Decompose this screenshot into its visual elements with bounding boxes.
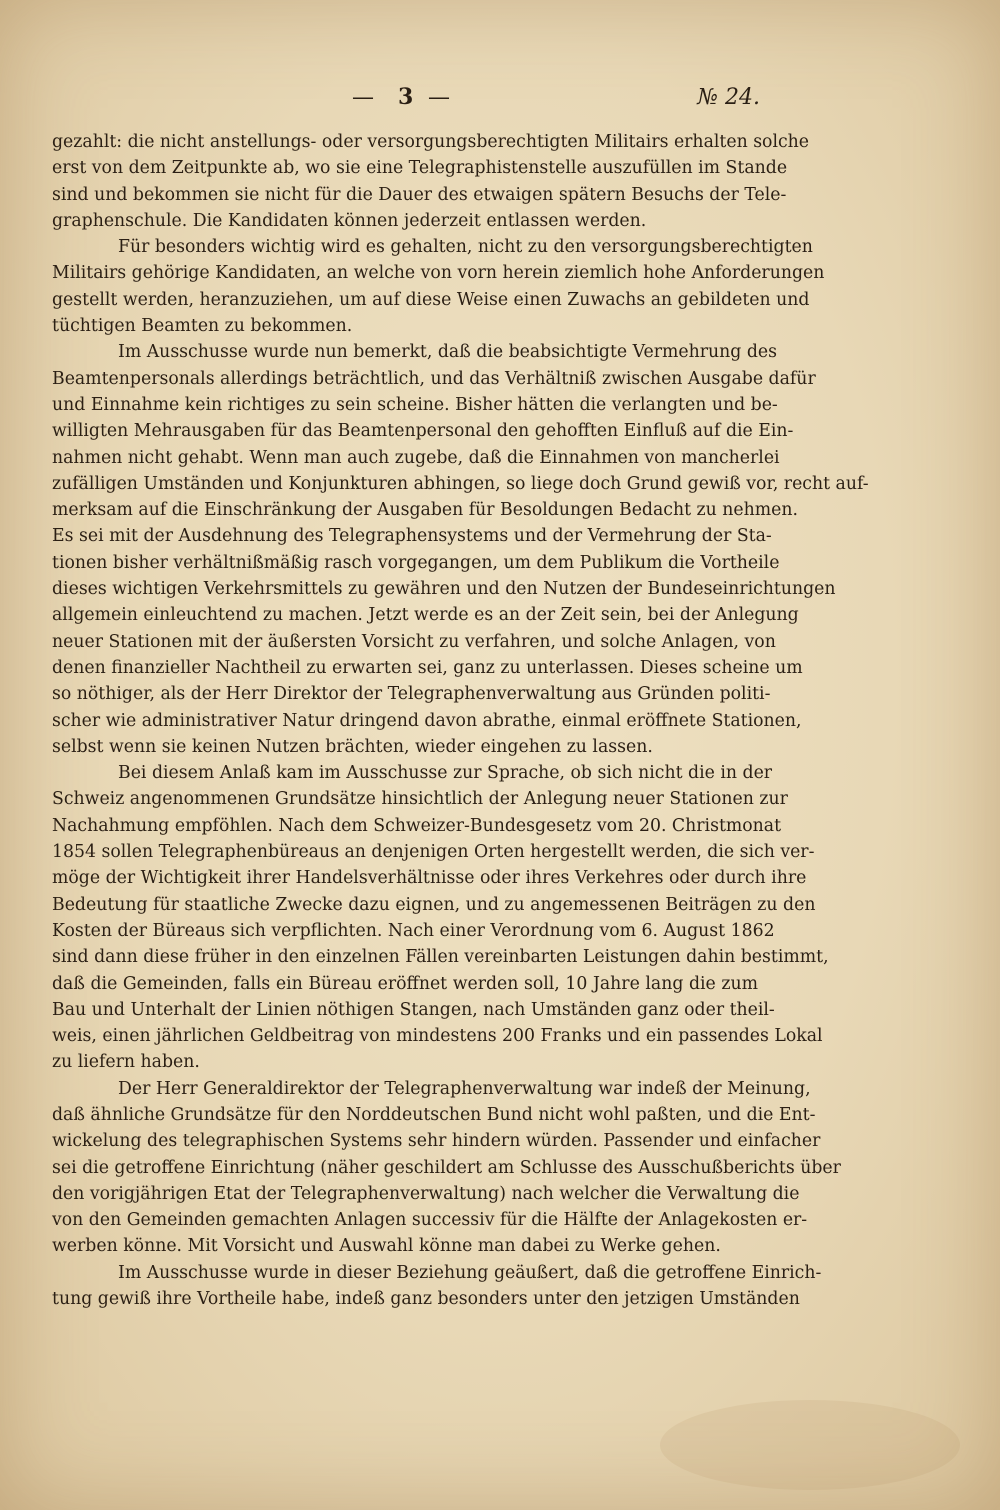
text-line: Beamtenpersonals allerdings beträchtlich, und das Verhältniß zwischen Ausgabe dafür — [52, 368, 816, 389]
text-line: Militairs gehörige Kandidaten, an welche von vorn herein ziemlich hohe Anforderungen — [52, 263, 825, 284]
text-line: Für besonders wichtig wird es gehalten, nicht zu den versorgungsberechtigten — [118, 237, 813, 258]
text-line: wickelung des telegraphischen Systems sehr hindern würden. Passender und einfacher — [52, 1131, 821, 1152]
text-line: willigten Mehrausgaben für das Beamtenpersonal den gehofften Einfluß auf die Ein- — [52, 421, 794, 442]
text-line: Im Ausschusse wurde in dieser Beziehung geäußert, daß die getroffene Einrich- — [118, 1262, 822, 1283]
text-line: Der Herr Generaldirektor der Telegraphenverwaltung war indeß der Meinung, — [118, 1078, 811, 1099]
text-line: neuer Stationen mit der äußersten Vorsicht zu verfahren, und solche Anlagen, von — [52, 631, 776, 652]
text-line: allgemein einleuchtend zu machen. Jetzt werde es an der Zeit sein, bei der Anlegung — [52, 605, 799, 626]
text-line: Bau und Unterhalt der Linien nöthigen Stangen, nach Umständen ganz oder theil- — [52, 999, 775, 1020]
text-line: Es sei mit der Ausdehnung des Telegraphensystems und der Vermehrung der Sta- — [52, 526, 772, 547]
text-line: 1854 sollen Telegraphenbüreaus an denjenigen Orten hergestellt werden, die sich ver- — [52, 842, 815, 863]
text-line: graphenschule. Die Kandidaten können jederzeit entlassen werden. — [52, 210, 647, 231]
text-line: daß die Gemeinden, falls ein Büreau eröffnet werden soll, 10 Jahre lang die zum — [52, 973, 758, 994]
text-line: den vorigjährigen Etat der Telegraphenverwaltung) nach welcher die Verwaltung die — [52, 1183, 800, 1204]
text-line: zu liefern haben. — [52, 1052, 200, 1073]
text-line: und Einnahme kein richtiges zu sein scheine. Bisher hätten die verlangten und be- — [52, 394, 778, 415]
text-line: tung gewiß ihre Vortheile habe, indeß ganz besonders unter den jetzigen Umständen — [52, 1289, 800, 1310]
text-line: Nachahmung empföhlen. Nach dem Schweizer-Bundesgesetz vom 20. Christmonat — [52, 815, 782, 836]
text-line: merksam auf die Einschränkung der Ausgaben für Besoldungen Bedacht zu nehmen. — [52, 500, 798, 521]
text-line: sind dann diese früher in den einzelnen Fällen vereinbarten Leistungen dahin bestimmt, — [52, 947, 829, 968]
page-number: 3 — [398, 84, 414, 110]
text-line: dieses wichtigen Verkehrsmittels zu gewähren und den Nutzen der Bundeseinrichtungen — [52, 579, 836, 600]
text-line: gestellt werden, heranzuziehen, um auf diese Weise einen Zuwachs an gebildeten und — [52, 289, 810, 310]
paragraph — [52, 1260, 822, 1313]
text-line: tionen bisher verhältnißmäßig rasch vorgegangen, um dem Publikum die Vortheile — [52, 552, 780, 573]
document-number: № 24. — [697, 85, 760, 110]
paragraph — [52, 129, 810, 234]
text-line: Im Ausschusse wurde nun bemerkt, daß die beabsichtigte Vermehrung des — [118, 342, 777, 363]
text-line: tüchtigen Beamten zu bekommen. — [52, 316, 353, 337]
text-line: Bei diesem Anlaß kam im Ausschusse zur Sprache, ob sich nicht die in der — [118, 763, 773, 784]
text-line: Bedeutung für staatliche Zwecke dazu eignen, und zu angemessenen Beiträgen zu den — [52, 894, 816, 915]
text-line: möge der Wichtigkeit ihrer Handelsverhältnisse oder ihres Verkehres oder durch ihre — [52, 868, 807, 889]
text-line: Schweiz angenommenen Grundsätze hinsichtlich der Anlegung neuer Stationen zur — [52, 789, 788, 810]
text-line: sei die getroffene Einrichtung (näher geschildert am Schlusse des Ausschußberichts über — [52, 1157, 841, 1178]
text-line: werben könne. Mit Vorsicht und Auswahl könne man dabei zu Werke gehen. — [52, 1236, 721, 1257]
paragraph — [52, 234, 825, 339]
text-line: sind und bekommen sie nicht für die Dauer des etwaigen spätern Besuchs der Tele- — [52, 184, 787, 205]
text-line: gezahlt: die nicht anstellungs- oder versorgungsberechtigten Militairs erhalten solche — [52, 132, 810, 152]
text-line: so nöthiger, als der Herr Direktor der Telegraphenverwaltung aus Gründen politi- — [52, 684, 771, 705]
page-header — [340, 85, 760, 115]
paragraph — [52, 760, 829, 1076]
text-line: weis, einen jährlichen Geldbeitrag von mindestens 200 Franks und ein passendes Lokal — [52, 1026, 823, 1047]
text-line: Kosten der Büreaus sich verpflichten. Nach einer Verordnung vom 6. August 1862 — [52, 920, 775, 941]
text-line: zufälligen Umständen und Konjunkturen abhingen, so liege doch Grund gewiß vor, recht auf- — [52, 473, 869, 494]
text-line: selbst wenn sie keinen Nutzen brächten, wieder eingehen zu lassen. — [52, 736, 653, 757]
text-line: scher wie administrativer Natur dringend davon abrathe, einmal eröffnete Stationen, — [52, 710, 802, 731]
paper-stain — [660, 1400, 960, 1490]
paragraph — [52, 339, 869, 760]
paragraph — [52, 1076, 841, 1260]
text-line: daß ähnliche Grundsätze für den Norddeutschen Bund nicht wohl paßten, und die Ent- — [52, 1104, 816, 1125]
body-text — [52, 129, 869, 1312]
header-dash-right: — — [428, 85, 450, 110]
text-line: nahmen nicht gehabt. Wenn man auch zugebe, daß die Einnahmen von mancherlei — [52, 447, 780, 468]
header-dash-left: — — [352, 85, 374, 110]
text-line: erst von dem Zeitpunkte ab, wo sie eine Telegraphistenstelle auszufüllen im Stande — [52, 158, 788, 179]
text-line: denen finanzieller Nachtheil zu erwarten sei, ganz zu unterlassen. Dieses scheine um — [52, 657, 803, 678]
text-line: von den Gemeinden gemachten Anlagen successiv für die Hälfte der Anlagekosten er- — [52, 1210, 808, 1231]
